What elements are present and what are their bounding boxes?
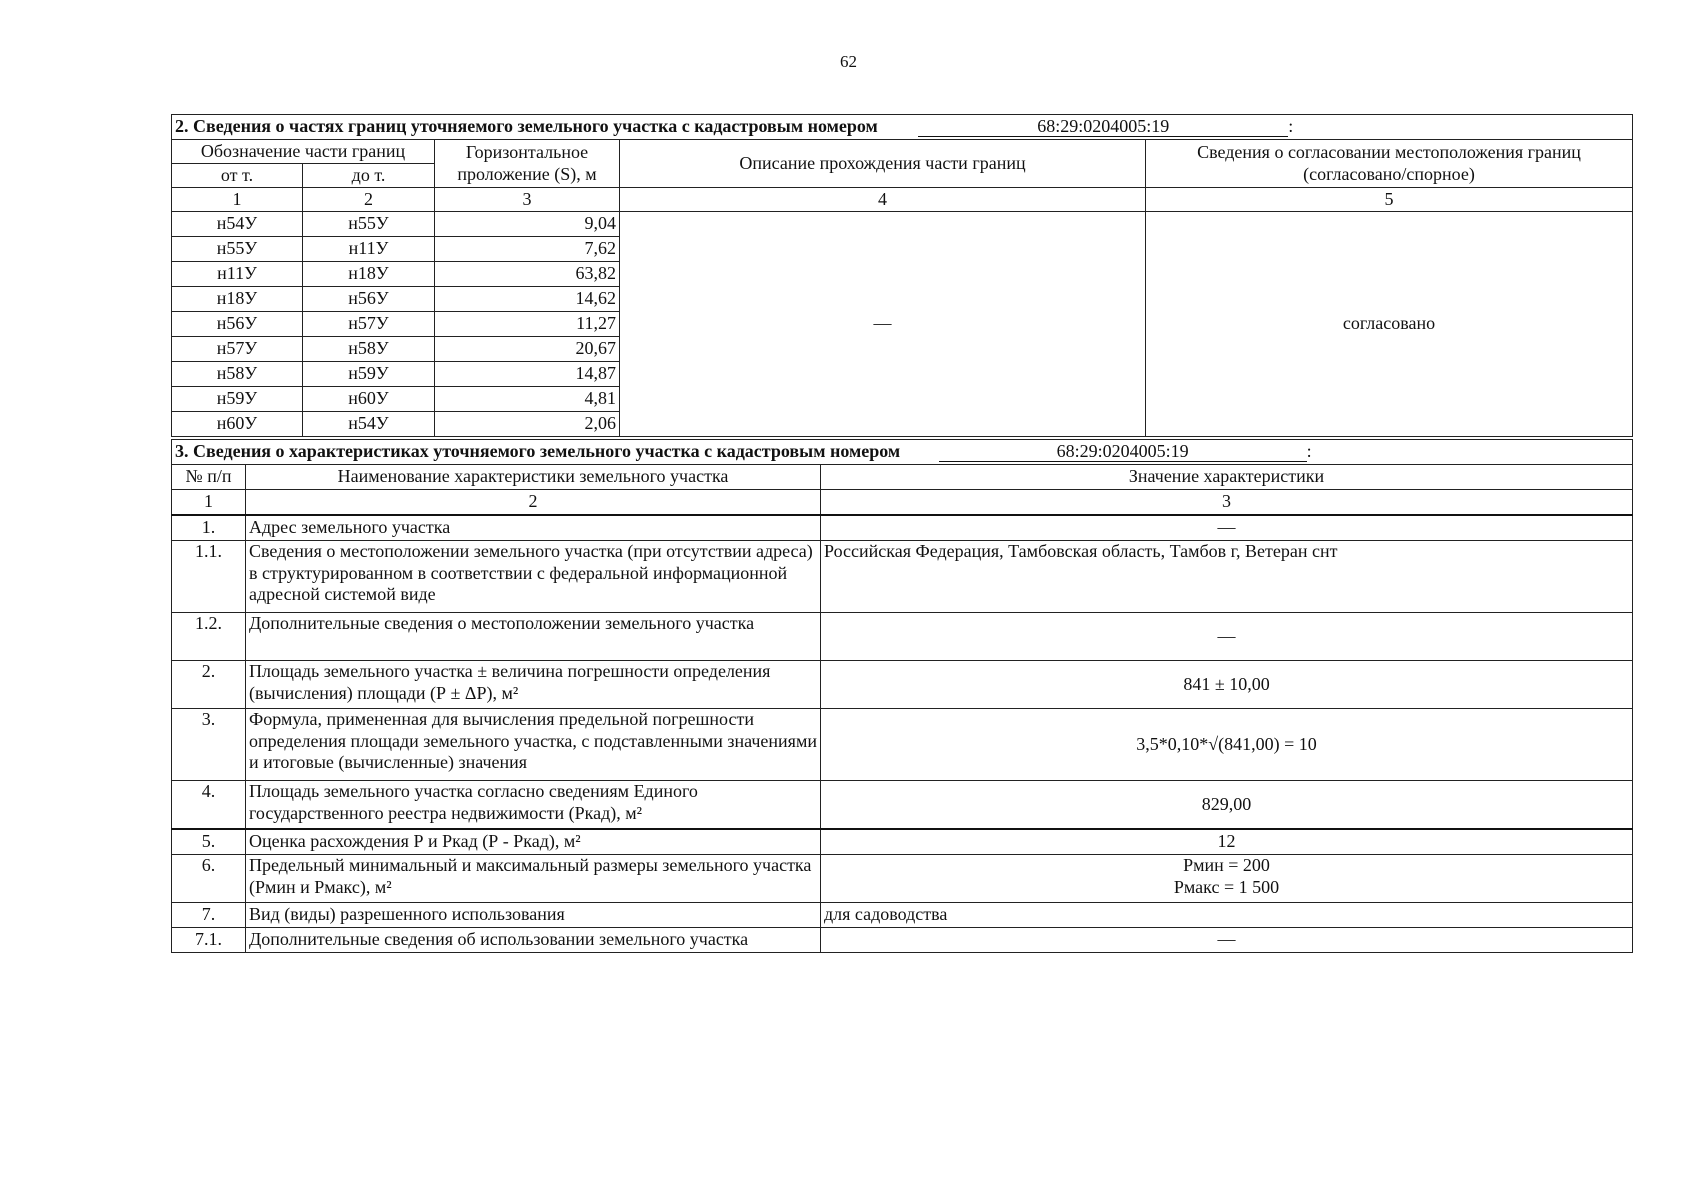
characteristic-value: для садоводства [821,903,1633,928]
header-value: Значение характеристики [821,465,1633,490]
section2-cadastral-number: 68:29:0204005:19 [918,116,1288,137]
table-row [172,903,1633,928]
col-number: 3 [821,490,1633,516]
section3-title-row [172,440,1633,465]
characteristic-name: Площадь земельного участка ± величина погрешности определения (вычисления) площади (Р ± ΔР), м² [246,661,821,709]
horizontal-distance: 20,67 [435,337,620,362]
col-number: 5 [1146,188,1633,212]
point-to: н55У [303,212,435,237]
max-size-value: Рмакс = 1 500 [1173,876,1280,897]
characteristic-name: Адрес земельного участка [246,515,821,541]
point-to: н56У [303,287,435,312]
table-row [172,855,1633,903]
characteristic-value: — [821,613,1633,661]
row-number: 7.1. [172,928,246,953]
point-from: н59У [172,387,303,412]
agreement-value: согласовано [1146,212,1633,437]
table-row [172,829,1633,855]
point-from: н58У [172,362,303,387]
characteristic-value: 829,00 [821,781,1633,830]
characteristic-value: 841 ± 10,00 [821,661,1633,709]
row-number: 2. [172,661,246,709]
point-from: н55У [172,237,303,262]
min-size-value: Рмин = 200 [1183,855,1270,875]
point-from: н18У [172,287,303,312]
point-to: н59У [303,362,435,387]
table-row [172,781,1633,830]
table-row [172,212,1633,237]
horizontal-distance: 14,62 [435,287,620,312]
point-from: н60У [172,412,303,437]
characteristic-name: Вид (виды) разрешенного использования [246,903,821,928]
characteristic-name: Дополнительные сведения об использовании земельного участка [246,928,821,953]
section3-title-cell [172,440,1633,465]
header-name: Наименование характеристики земельного участка [246,465,821,490]
characteristic-name: Формула, примененная для вычисления предельной погрешности определения площади земельного участка, с подставленными значениями и итоговые (вычисленные) значения [246,709,821,781]
col-number: 1 [172,490,246,516]
header-description: Описание прохождения части границ [620,140,1146,188]
col-number: 2 [303,188,435,212]
row-number: 3. [172,709,246,781]
section2-title: 2. Сведения о частях границ уточняемого земельного участка с кадастровым номером [175,116,878,137]
table-row [172,541,1633,613]
row-number: 1.1. [172,541,246,613]
point-to: н11У [303,237,435,262]
characteristic-value: 12 [821,829,1633,855]
table-row [172,709,1633,781]
horizontal-distance: 14,87 [435,362,620,387]
row-number: 4. [172,781,246,830]
table-row [172,928,1633,953]
characteristic-name: Предельный минимальный и максимальный размеры земельного участка (Рмин и Рмакс), м² [246,855,821,903]
header-designation: Обозначение части границ [172,140,435,164]
horizontal-distance: 63,82 [435,262,620,287]
header-num: № п/п [172,465,246,490]
point-from: н57У [172,337,303,362]
characteristic-name: Дополнительные сведения о местоположении земельного участка [246,613,821,661]
section3-cadastral-number: 68:29:0204005:19 [939,441,1307,462]
section2-col-numbers-row [172,188,1633,212]
page-number: 62 [840,52,857,71]
section3-colon: : [1306,441,1312,462]
section2-header-row-1 [172,140,1633,164]
point-to: н54У [303,412,435,437]
characteristic-name: Площадь земельного участка согласно сведениям Единого государственного реестра недвижимости (Ркад), м² [246,781,821,830]
point-from: н56У [172,312,303,337]
point-to: н18У [303,262,435,287]
col-number: 3 [435,188,620,212]
table-row [172,515,1633,541]
table-row [172,661,1633,709]
horizontal-distance: 7,62 [435,237,620,262]
row-number: 6. [172,855,246,903]
point-to: н60У [303,387,435,412]
characteristic-value: — [821,928,1633,953]
col-number: 1 [172,188,303,212]
characteristic-value: Российская Федерация, Тамбовская область, Тамбов г, Ветеран снт [821,541,1633,613]
section2-title-row [172,115,1633,140]
characteristic-value: — [821,515,1633,541]
horizontal-distance: 4,81 [435,387,620,412]
description-value: — [620,212,1146,437]
col-number: 4 [620,188,1146,212]
characteristic-name: Сведения о местоположении земельного участка (при отсутствии адреса) в структурированном в соответствии с федеральной информационной адресной системой виде [246,541,821,613]
characteristic-name: Оценка расхождения Р и Ркад (Р - Ркад), м² [246,829,821,855]
section3-title: 3. Сведения о характеристиках уточняемого земельного участка с кадастровым номером [175,441,901,462]
point-to: н57У [303,312,435,337]
point-from: н54У [172,212,303,237]
header-to: до т. [303,164,435,188]
table-row [172,613,1633,661]
characteristic-value-cell [821,855,1633,903]
section2-table [171,114,1633,437]
row-number: 7. [172,903,246,928]
section3-table [171,439,1633,953]
row-number: 1. [172,515,246,541]
point-to: н58У [303,337,435,362]
horizontal-distance: 2,06 [435,412,620,437]
section2-colon: : [1288,116,1294,137]
point-from: н11У [172,262,303,287]
section3-header-row [172,465,1633,490]
characteristic-value: 3,5*0,10*√(841,00) = 10 [821,709,1633,781]
horizontal-distance: 9,04 [435,212,620,237]
header-agreement: Сведения о согласовании местоположения границ (согласовано/спорное) [1146,140,1633,188]
row-number: 5. [172,829,246,855]
header-horizontal: Горизонтальное проложение (S), м [435,140,620,188]
section2-title-cell [172,115,1633,140]
header-from: от т. [172,164,303,188]
col-number: 2 [246,490,821,516]
section3-col-numbers-row [172,490,1633,516]
horizontal-distance: 11,27 [435,312,620,337]
row-number: 1.2. [172,613,246,661]
